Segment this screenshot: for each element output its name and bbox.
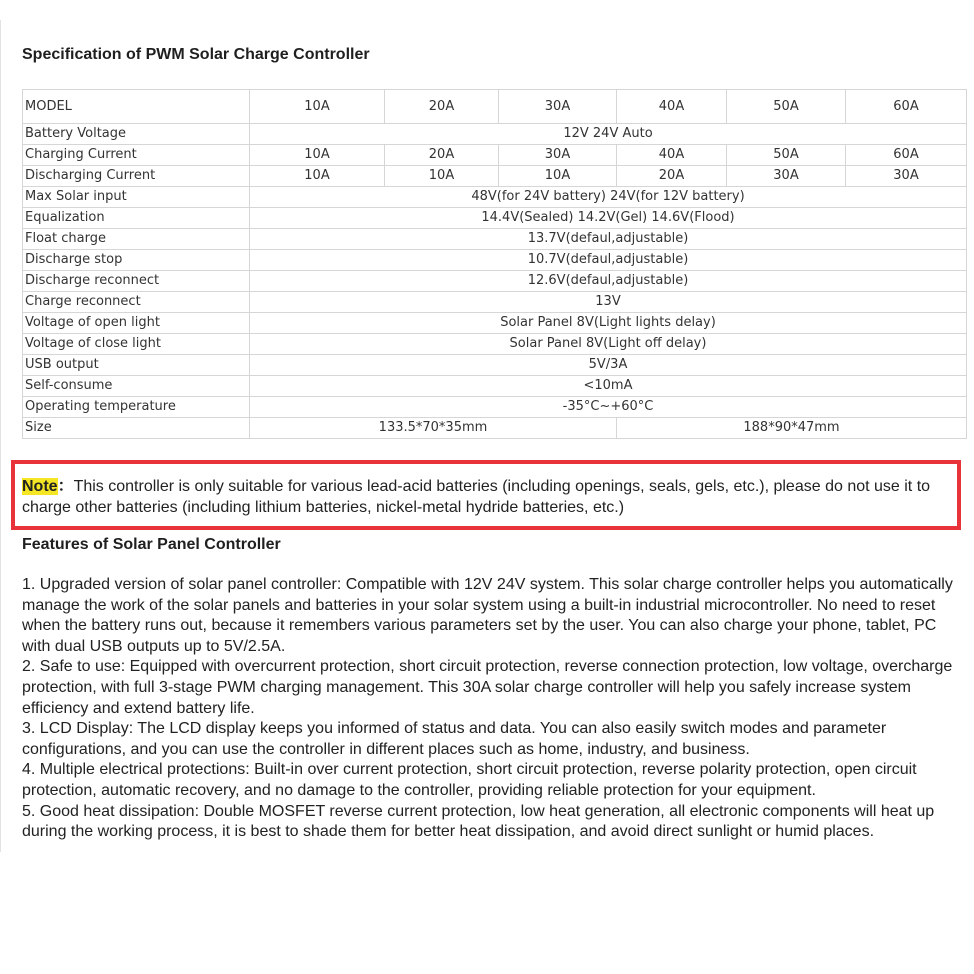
row-label: Self-consume: [23, 376, 250, 397]
model-header-60a: 60A: [846, 90, 967, 124]
row-label: Battery Voltage: [23, 124, 250, 145]
row-value: 20A: [385, 145, 499, 166]
row-label: Charging Current: [23, 145, 250, 166]
row-value: 10A: [385, 166, 499, 187]
feature-item: 3. LCD Display: The LCD display keeps you informed of status and data. You can also easily switch modes and parameter configurations, and you can use the controller in different places such as home, industry, and business.: [22, 720, 887, 758]
row-value: 14.4V(Sealed) 14.2V(Gel) 14.6V(Flood): [250, 208, 967, 229]
row-value: 10A: [250, 166, 385, 187]
note-paragraph: [22, 476, 957, 518]
table-row: [23, 355, 967, 376]
row-label: Discharge stop: [23, 250, 250, 271]
row-value: -35°C~+60°C: [250, 397, 967, 418]
row-label: Float charge: [23, 229, 250, 250]
row-value: 40A: [617, 145, 727, 166]
row-label: Discharge reconnect: [23, 271, 250, 292]
table-row: [23, 124, 967, 145]
feature-item: 2. Safe to use: Equipped with overcurrent protection, short circuit protection, reverse connection protection, low voltage, overcharge protection, with full 3-stage PWM charging management. This 30A solar charge controller will help you safely increase system efficiency and extend battery life.: [22, 658, 953, 717]
note-label: Note: [22, 478, 58, 495]
model-header-label: MODEL: [23, 90, 250, 124]
model-header-30a: 30A: [499, 90, 617, 124]
row-value: Solar Panel 8V(Light off delay): [250, 334, 967, 355]
table-row: [23, 250, 967, 271]
row-value: 12.6V(defaul,adjustable): [250, 271, 967, 292]
row-value: 20A: [617, 166, 727, 187]
row-label: Voltage of close light: [23, 334, 250, 355]
model-header-20a: 20A: [385, 90, 499, 124]
left-divider: [0, 20, 1, 852]
table-row: [23, 397, 967, 418]
model-header-40a: 40A: [617, 90, 727, 124]
row-label: Discharging Current: [23, 166, 250, 187]
table-header-row: [23, 90, 967, 124]
row-value: 30A: [846, 166, 967, 187]
row-value: 133.5*70*35mm: [250, 418, 617, 439]
spec-title: Specification of PWM Solar Charge Controller: [22, 46, 370, 63]
table-row: [23, 292, 967, 313]
row-value: 10A: [250, 145, 385, 166]
row-value: 30A: [727, 166, 846, 187]
row-value: 10A: [499, 166, 617, 187]
spec-table: [22, 89, 967, 439]
row-label: Size: [23, 418, 250, 439]
row-value: 30A: [499, 145, 617, 166]
table-row: [23, 271, 967, 292]
row-label: Charge reconnect: [23, 292, 250, 313]
feature-item: 4. Multiple electrical protections: Built-in over current protection, short circuit protection, reverse polarity protection, open circuit protection, automatic recovery, and no damage to the controller, providing reliable protection for your equipment.: [22, 761, 917, 799]
table-row: [23, 418, 967, 439]
row-value: 10.7V(defaul,adjustable): [250, 250, 967, 271]
row-label: Voltage of open light: [23, 313, 250, 334]
table-row: [23, 145, 967, 166]
row-value: <10mA: [250, 376, 967, 397]
row-label: Max Solar input: [23, 187, 250, 208]
table-row: [23, 187, 967, 208]
note-colon: ：: [57, 478, 74, 495]
table-row: [23, 334, 967, 355]
note-text: This controller is only suitable for various lead-acid batteries (including openings, seals, gels, etc.), please do not use it to charge other batteries (including lithium batteries, nickel-metal hydride batteries, etc.): [22, 478, 931, 516]
row-value: 13.7V(defaul,adjustable): [250, 229, 967, 250]
model-header-50a: 50A: [727, 90, 846, 124]
row-label: USB output: [23, 355, 250, 376]
row-label: Equalization: [23, 208, 250, 229]
row-value: 50A: [727, 145, 846, 166]
row-value: Solar Panel 8V(Light lights delay): [250, 313, 967, 334]
features-title: Features of Solar Panel Controller: [22, 536, 281, 553]
row-value: 188*90*47mm: [617, 418, 967, 439]
row-value: 12V 24V Auto: [250, 124, 967, 145]
table-row: [23, 313, 967, 334]
table-row: [23, 166, 967, 187]
table-row: [23, 229, 967, 250]
table-row: [23, 376, 967, 397]
features-list: [22, 575, 962, 843]
row-label: Operating temperature: [23, 397, 250, 418]
row-value: 13V: [250, 292, 967, 313]
row-value: 5V/3A: [250, 355, 967, 376]
feature-item: 5. Good heat dissipation: Double MOSFET reverse current protection, low heat generation, all electronic components will heat up during the working process, it is best to shade them for better heat dissipation, and avoid direct sunlight or humid places.: [22, 802, 935, 841]
table-row: [23, 208, 967, 229]
row-value: 60A: [846, 145, 967, 166]
row-value: 48V(for 24V battery) 24V(for 12V battery): [250, 187, 967, 208]
model-header-10a: 10A: [250, 90, 385, 124]
feature-item: 1. Upgraded version of solar panel controller: Compatible with 12V 24V system. This solar charge controller helps you automatically manage the work of the solar panels and batteries in your solar system using a built-in industrial microcontroller. No need to reset when the battery runs out, because it remembers various parameters set by the user. You can also charge your phone, tablet, PC with dual USB outputs up to 5V/2.5A.: [22, 576, 953, 655]
